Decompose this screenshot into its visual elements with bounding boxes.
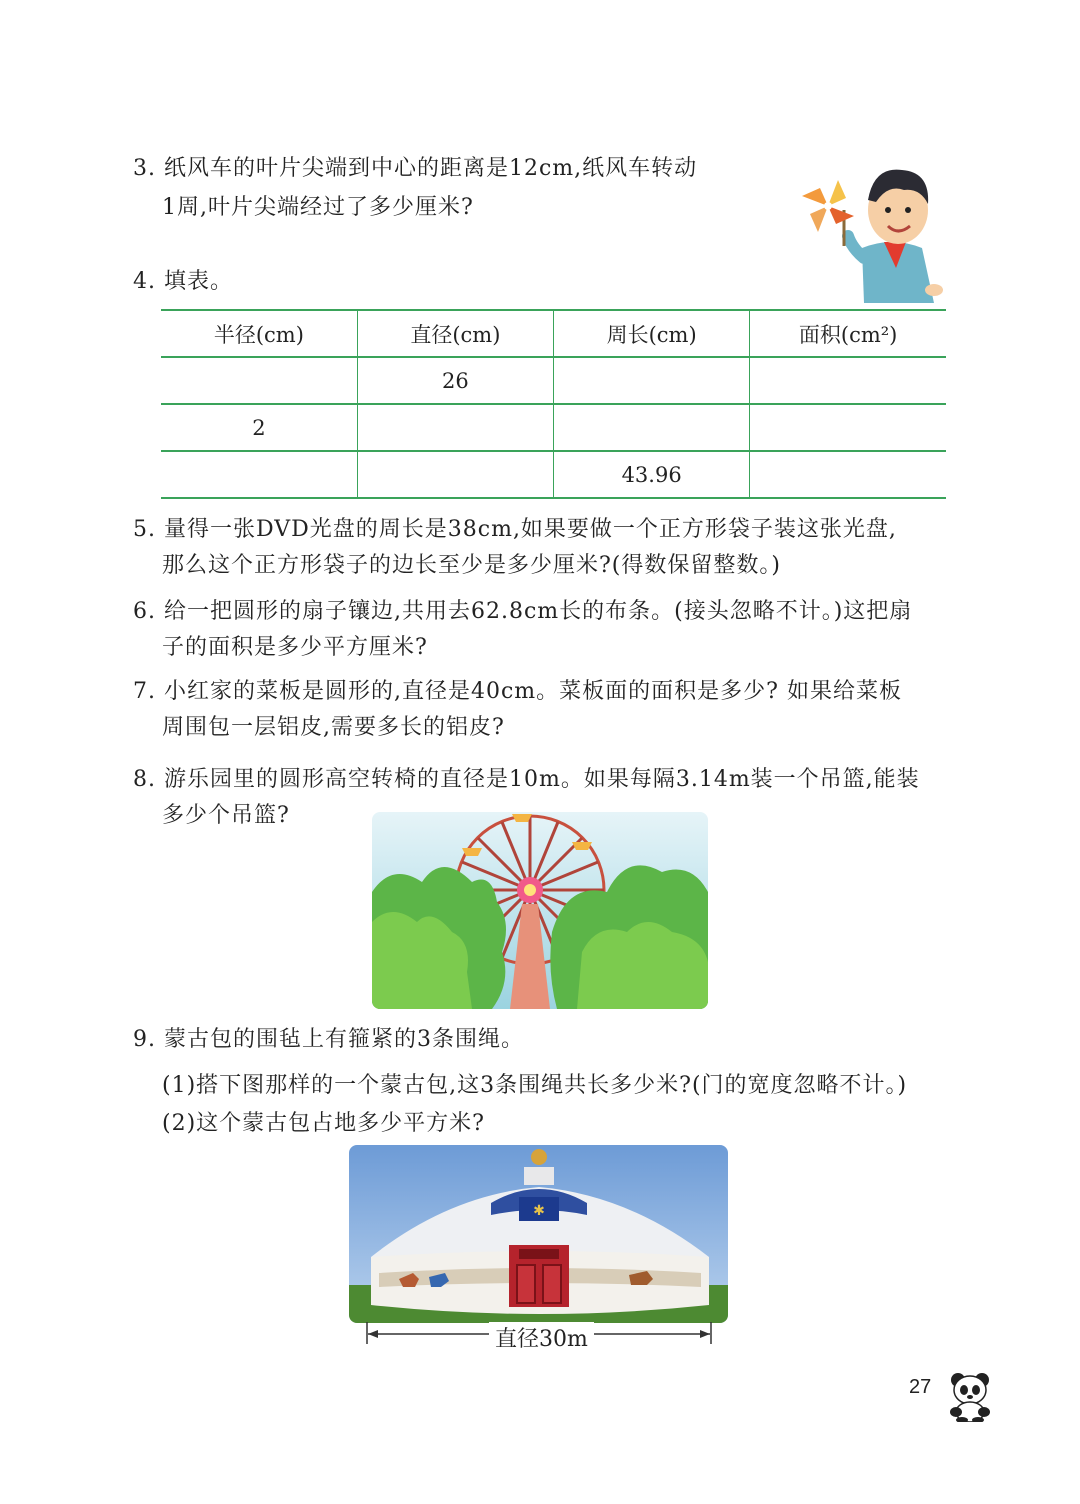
q5-line1: 5. 量得一张DVD光盘的周长是38cm,如果要做一个正方形袋子装这张光盘, [133, 517, 897, 542]
table-cell [161, 357, 357, 404]
q8-line1: 8. 游乐园里的圆形高空转椅的直径是10m。如果每隔3.14m装一个吊篮,能装 [133, 767, 920, 792]
table-cell: 43.96 [554, 451, 750, 498]
table-cell [357, 404, 553, 451]
table-row [161, 404, 946, 451]
header-diameter: 直径(cm) [357, 310, 553, 357]
boy-pinwheel-illustration [792, 148, 952, 303]
table-cell [750, 357, 946, 404]
header-circumference: 周长(cm) [554, 310, 750, 357]
svg-text:✱: ✱ [533, 1203, 545, 1219]
diameter-label: 直径30m [489, 1322, 594, 1353]
q9-sub2: (2)这个蒙古包占地多少平方米? [162, 1111, 485, 1136]
header-area: 面积(cm²) [750, 310, 946, 357]
panda-icon [946, 1370, 994, 1422]
table-cell [554, 357, 750, 404]
q3-line1: 3. 纸风车的叶片尖端到中心的距离是12cm,纸风车转动 [133, 156, 698, 181]
table-cell [357, 451, 553, 498]
q7-line2: 周围包一层铝皮,需要多长的铝皮? [162, 715, 505, 740]
q6-line2: 子的面积是多少平方厘米? [162, 635, 428, 660]
table-cell: 26 [357, 357, 553, 404]
page-number: 27 [909, 1376, 932, 1398]
mongolian-yurt-photo [349, 1145, 728, 1323]
header-radius: 半径(cm) [161, 310, 357, 357]
q9-line1: 9. 蒙古包的围毡上有箍紧的3条围绳。 [133, 1027, 524, 1052]
q4-title: 4. 填表。 [133, 269, 233, 294]
q6-line1: 6. 给一把圆形的扇子镶边,共用去62.8cm长的布条。(接头忽略不计。)这把扇 [133, 599, 913, 624]
table-cell [161, 451, 357, 498]
ferris-wheel-illustration [372, 812, 708, 1009]
fill-in-table [161, 309, 946, 499]
table-cell [554, 404, 750, 451]
q9-sub1: (1)搭下图那样的一个蒙古包,这3条围绳共长多少米?(门的宽度忽略不计。) [162, 1073, 908, 1098]
table-row [161, 451, 946, 498]
table-cell [750, 451, 946, 498]
q8-line2: 多少个吊篮? [162, 803, 290, 828]
q5-line2: 那么这个正方形袋子的边长至少是多少厘米?(得数保留整数。) [162, 553, 781, 578]
table-cell: 2 [161, 404, 357, 451]
table-row [161, 357, 946, 404]
q3-line2: 1周,叶片尖端经过了多少厘米? [162, 195, 474, 220]
q7-line1: 7. 小红家的菜板是圆形的,直径是40cm。菜板面的面积是多少? 如果给菜板 [133, 679, 902, 704]
table-cell [750, 404, 946, 451]
table-header-row [161, 310, 946, 357]
